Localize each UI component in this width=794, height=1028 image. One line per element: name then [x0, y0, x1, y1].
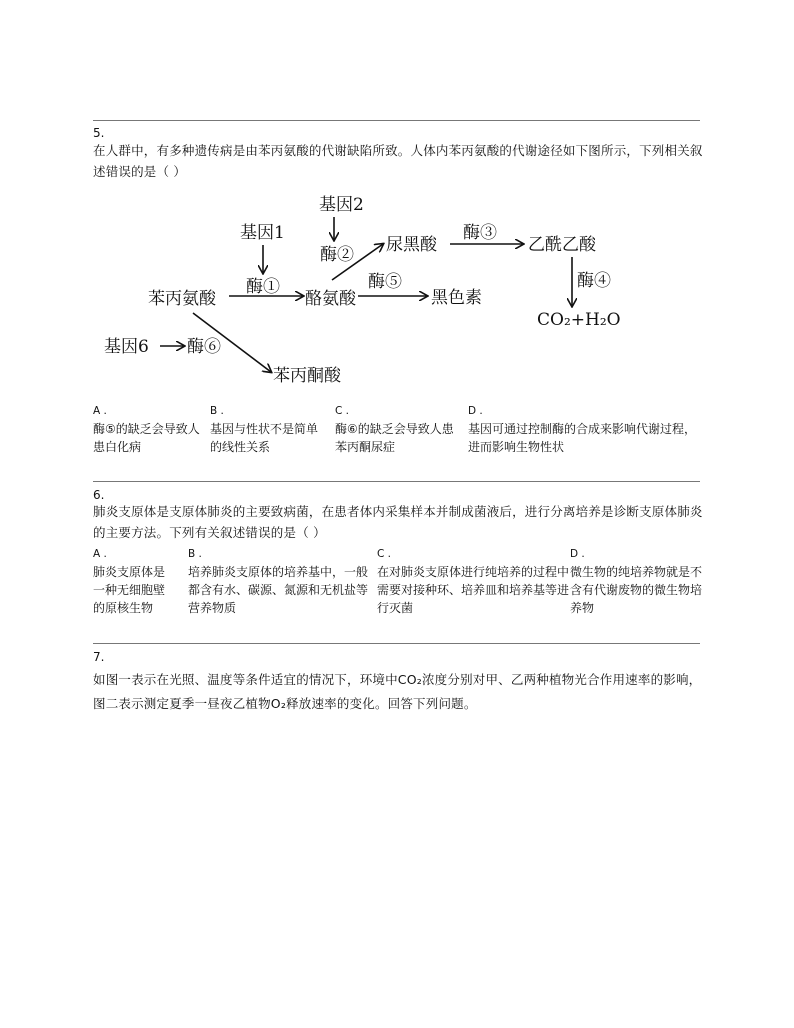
phenylpyruvic-acid-label: 苯丙酮酸	[273, 366, 341, 386]
q5-option-a[interactable]	[93, 402, 211, 456]
option-label: C .	[335, 405, 350, 417]
option-label: D .	[570, 548, 585, 560]
option-text: 酶⑤的缺乏会导致人患白化病	[93, 422, 200, 454]
option-label: D .	[468, 405, 483, 417]
enzyme6-label: 酶⑥	[187, 337, 221, 357]
q6-option-c[interactable]	[377, 545, 571, 617]
gene1-label: 基因1	[240, 223, 285, 243]
option-text: 基因可通过控制酶的合成来影响代谢过程，进而影响生物性状	[468, 422, 697, 454]
option-text: 在对肺炎支原体进行纯培养的过程中需要对接种环、培养皿和培养基等进行灭菌	[377, 565, 570, 615]
question-6-stem: 肺炎支原体是支原体肺炎的主要致病菌，在患者体内采集样本并制成菌液后，进行分离培养是诊断支原体肺炎的主要方法。下列有关叙述错误的是（ ）	[93, 504, 703, 540]
option-label: A .	[93, 405, 107, 417]
enzyme1-label: 酶①	[246, 277, 280, 297]
divider-q6	[93, 481, 700, 482]
gene2-label: 基因2	[319, 195, 364, 215]
enzyme3-label: 酶③	[463, 223, 497, 243]
q5-option-d[interactable]	[468, 402, 704, 456]
option-label: B .	[188, 548, 202, 560]
option-text: 微生物的纯培养物就是不含有代谢废物的微生物培养物	[570, 565, 703, 615]
question-5-number: 5.	[93, 126, 105, 140]
metabolic-pathway-diagram	[0, 185, 794, 425]
q6-option-d[interactable]	[570, 545, 702, 617]
q6-option-b[interactable]	[188, 545, 370, 617]
tyrosine-label: 酪氨酸	[305, 289, 356, 309]
question-7-number: 7.	[93, 650, 105, 664]
option-text: 基因与性状不是简单的线性关系	[210, 422, 319, 454]
enzyme5-label: 酶⑤	[368, 272, 402, 292]
q6-option-a[interactable]	[93, 545, 165, 617]
gene6-label: 基因6	[104, 337, 149, 357]
acetoacetic-acid-label: 乙酰乙酸	[528, 235, 596, 255]
question-7-stem: 如图一表示在光照、温度等条件适宜的情况下，环境中CO₂浓度分别对甲、乙两种植物光合作用速率的影响，图二表示测定夏季一昼夜乙植物O₂释放速率的变化。回答下列问题。	[93, 672, 702, 711]
question-5-stem: 在人群中，有多种遗传病是由苯丙氨酸的代谢缺陷所致。人体内苯丙氨酸的代谢途径如下图所示，下列相关叙述错误的是（ ）	[93, 143, 703, 179]
divider-q5	[93, 120, 700, 121]
q5-option-b[interactable]	[210, 402, 328, 456]
melanin-label: 黑色素	[431, 288, 482, 308]
phenylalanine-label: 苯丙氨酸	[148, 289, 216, 309]
option-text: 酶⑥的缺乏会导致人患苯丙酮尿症	[335, 422, 454, 454]
option-label: A .	[93, 548, 107, 560]
q5-option-c[interactable]	[335, 402, 463, 456]
option-label: C .	[377, 548, 392, 560]
option-text: 培养肺炎支原体的培养基中，一般都含有水、碳源、氮源和无机盐等营养物质	[188, 565, 369, 615]
divider-q7	[93, 643, 700, 644]
option-text: 肺炎支原体是一种无细胞壁的原核生物	[93, 565, 166, 615]
enzyme2-label: 酶②	[320, 245, 354, 265]
question-6-number: 6.	[93, 488, 105, 502]
homogentisic-acid-label: 尿黑酸	[386, 235, 437, 255]
enzyme4-label: 酶④	[577, 271, 611, 291]
products-label: CO₂+H₂O	[537, 310, 621, 330]
option-label: B .	[210, 405, 224, 417]
